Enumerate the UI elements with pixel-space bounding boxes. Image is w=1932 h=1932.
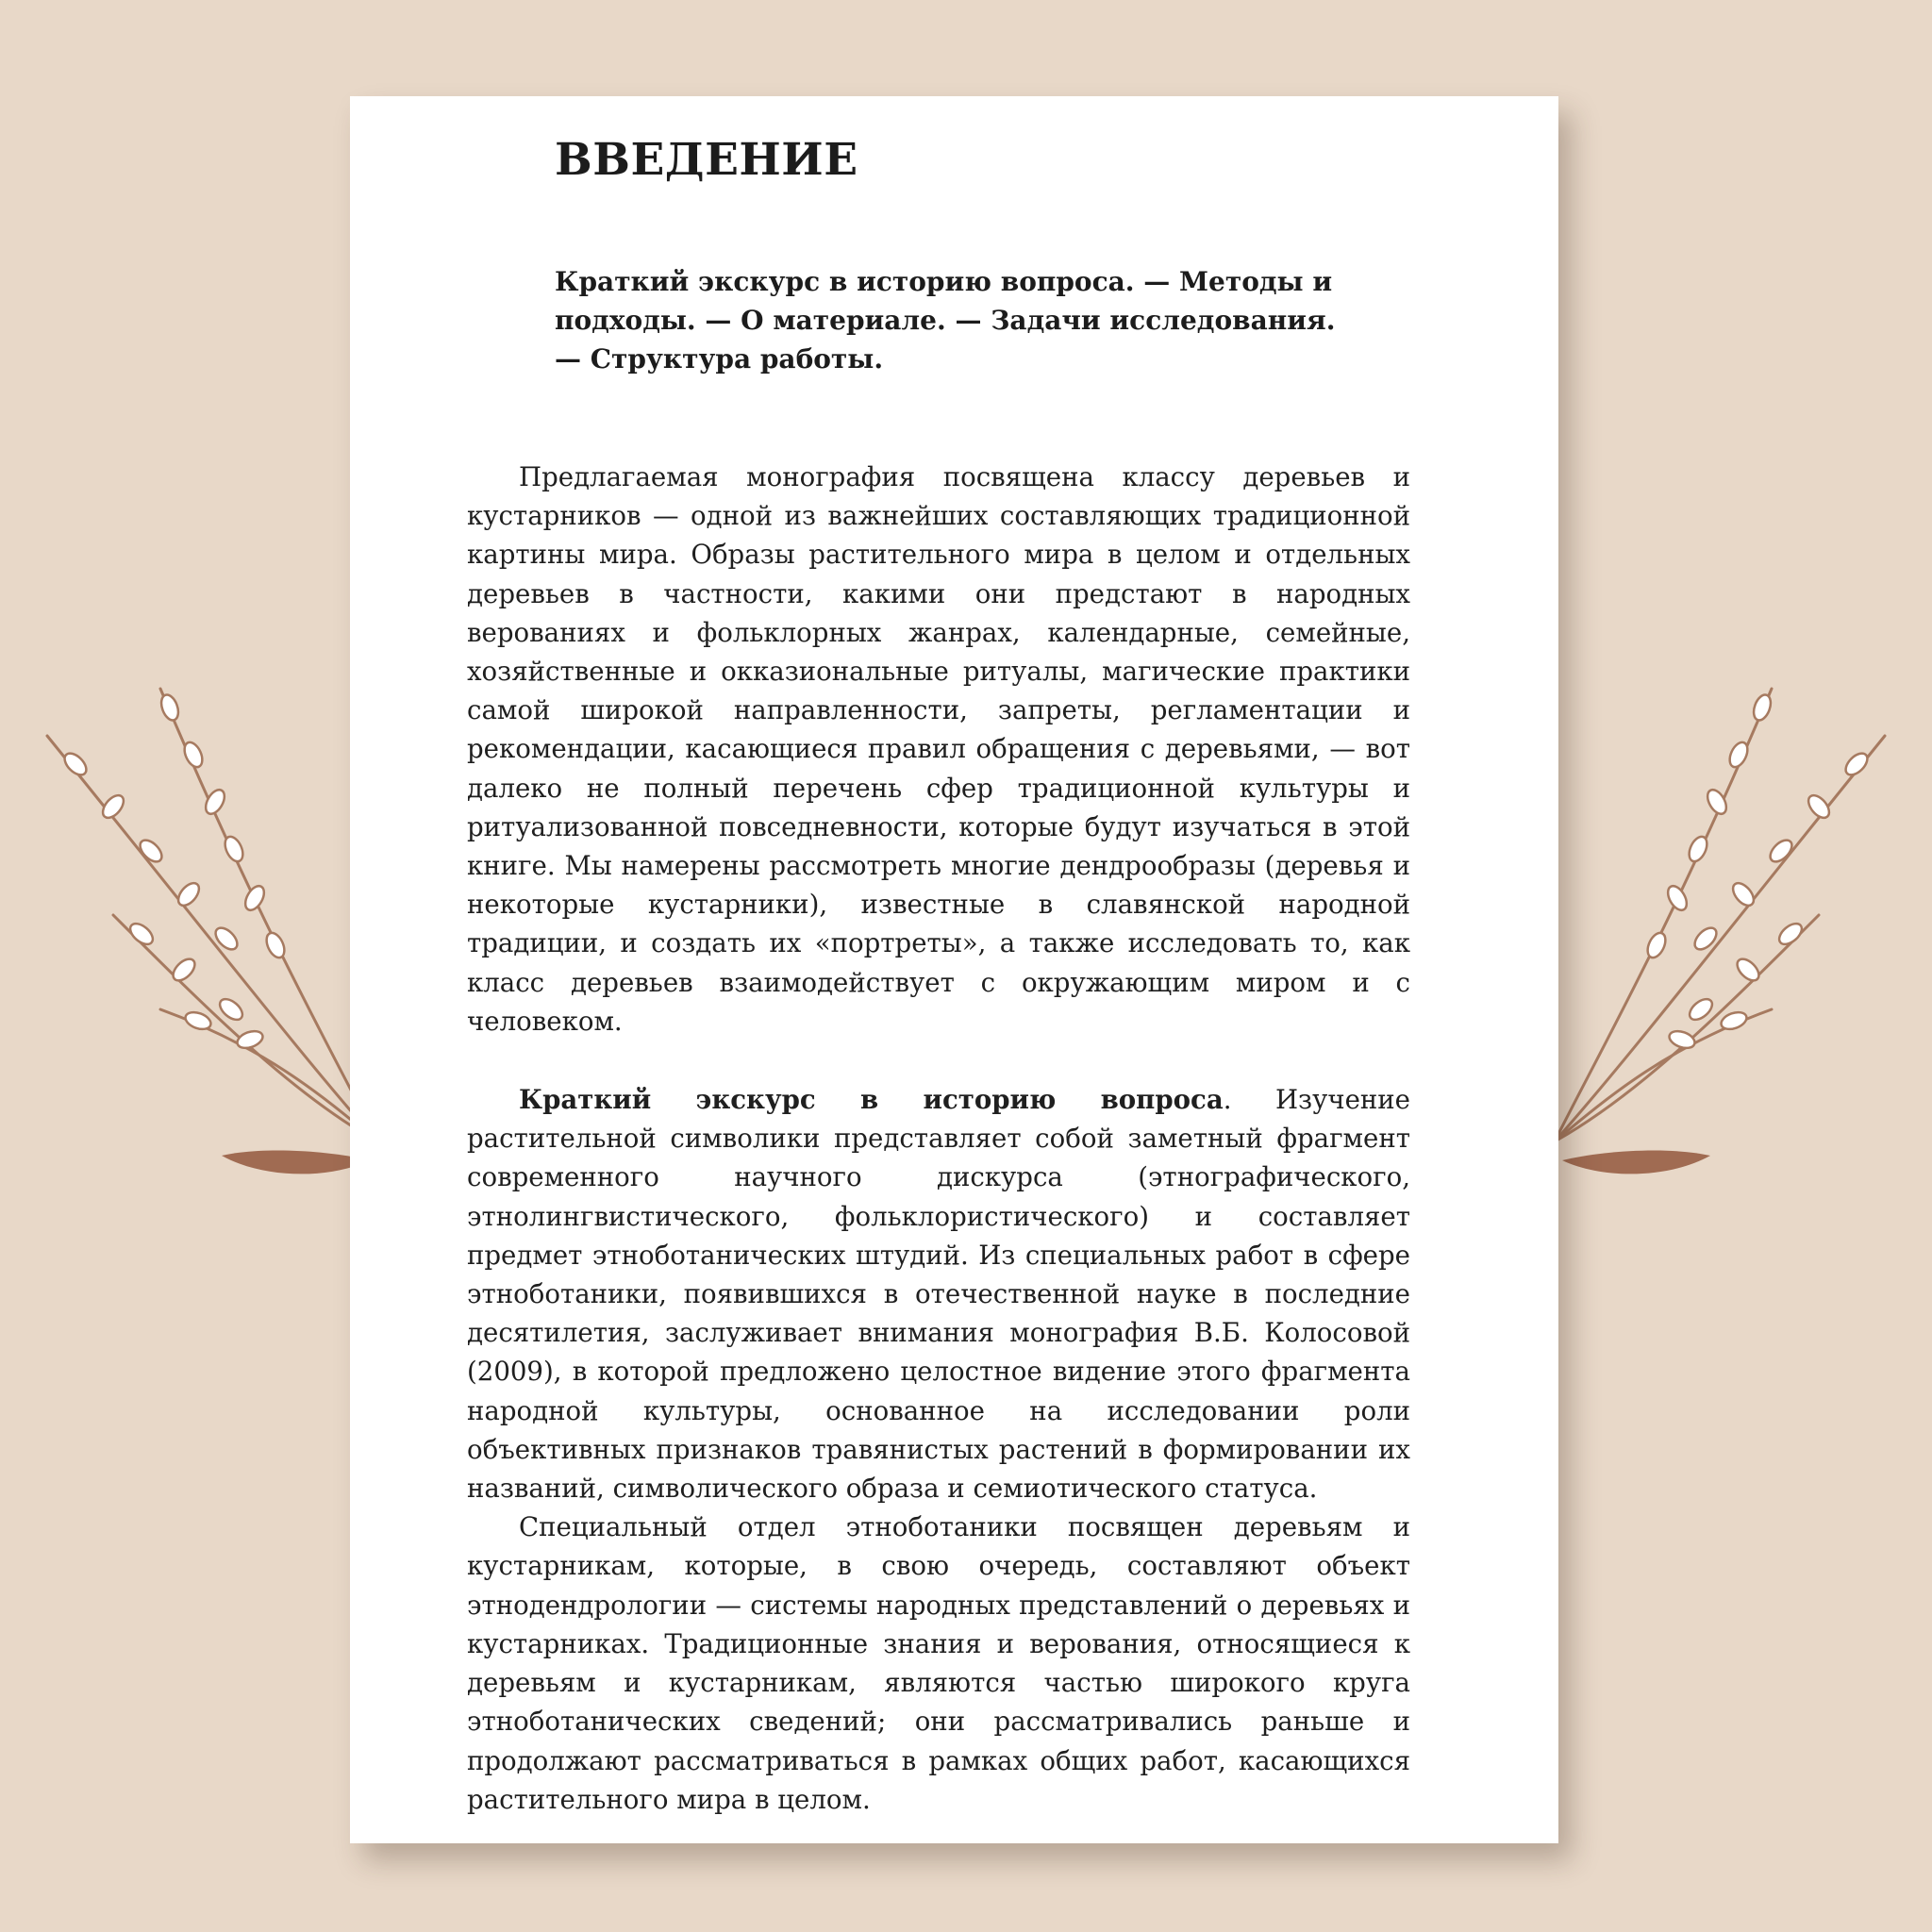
paragraph-text: . Изучение растительной символики представляет собой заметный фрагмент современного научного дискурса (этнографического, этнолингвистического, фольклористического) и составляет предмет этноботанических штудий. Из специальных работ в сфере этноботаники, появившихся в отечественной науке в последние десятилетия, заслуживает внимания монография В.Б. Колосовой (2009), в которой предложено целостное видение этого фрагмента народной культуры, основанное на исследовании роли объективных признаков травянистых растений в формировании их названий, символического образа и семиотического статуса.	[467, 1084, 1411, 1505]
paragraph-heading: Краткий экскурс в историю вопроса	[519, 1084, 1224, 1116]
paragraph-ethnodendrology	[467, 1507, 1410, 1819]
paragraph-text: Специальный отдел этноботаники посвящен деревьям и кустарникам, которые, в свою очередь, составляют объект этнодендрологии — системы народных представлений о деревьях и кустарниках. Традиционные знания и верования, относящиеся к деревьям и кустарникам, являются частью широкого круга этноботанических сведений; они рассматривались раньше и продолжают рассматриваться в рамках общих работ, касающихся растительного мира в целом.	[467, 1511, 1410, 1815]
book-page	[350, 96, 1558, 1843]
paragraph-history	[467, 1080, 1410, 1507]
chapter-summary: Краткий экскурс в историю вопроса. — Методы и подходы. — О материале. — Задачи исследования. — Структура работы.	[555, 266, 1336, 375]
paragraph-intro	[467, 458, 1410, 1041]
paragraph-text: Предлагаемая монография посвящена классу деревьев и кустарников — одной из важнейших составляющих традиционной картины мира. Образы растительного мира в целом и отдельных деревьев в частности, какими они предстают в народных верованиях и фольклорных жанрах, календарные, семейные, хозяйственные и окказиональные ритуалы, магические практики самой широкой направленности, запреты, регламентации и рекомендации, касающиеся правил обращения с деревьями, — вот далеко не полный перечень сфер традиционной культуры и ритуализованной повседневности, которые будут изучаться в этой книге. Мы намерены рассмотреть многие дендрообразы (деревья и некоторые кустарники), известные в славянской народной традиции, и создать их «портреты», а также исследовать то, как класс деревьев взаимодействует с окружающим миром и с человеком.	[467, 461, 1410, 1037]
page-title: ВВЕДЕНИЕ	[555, 134, 858, 186]
body-text	[467, 458, 1410, 1819]
